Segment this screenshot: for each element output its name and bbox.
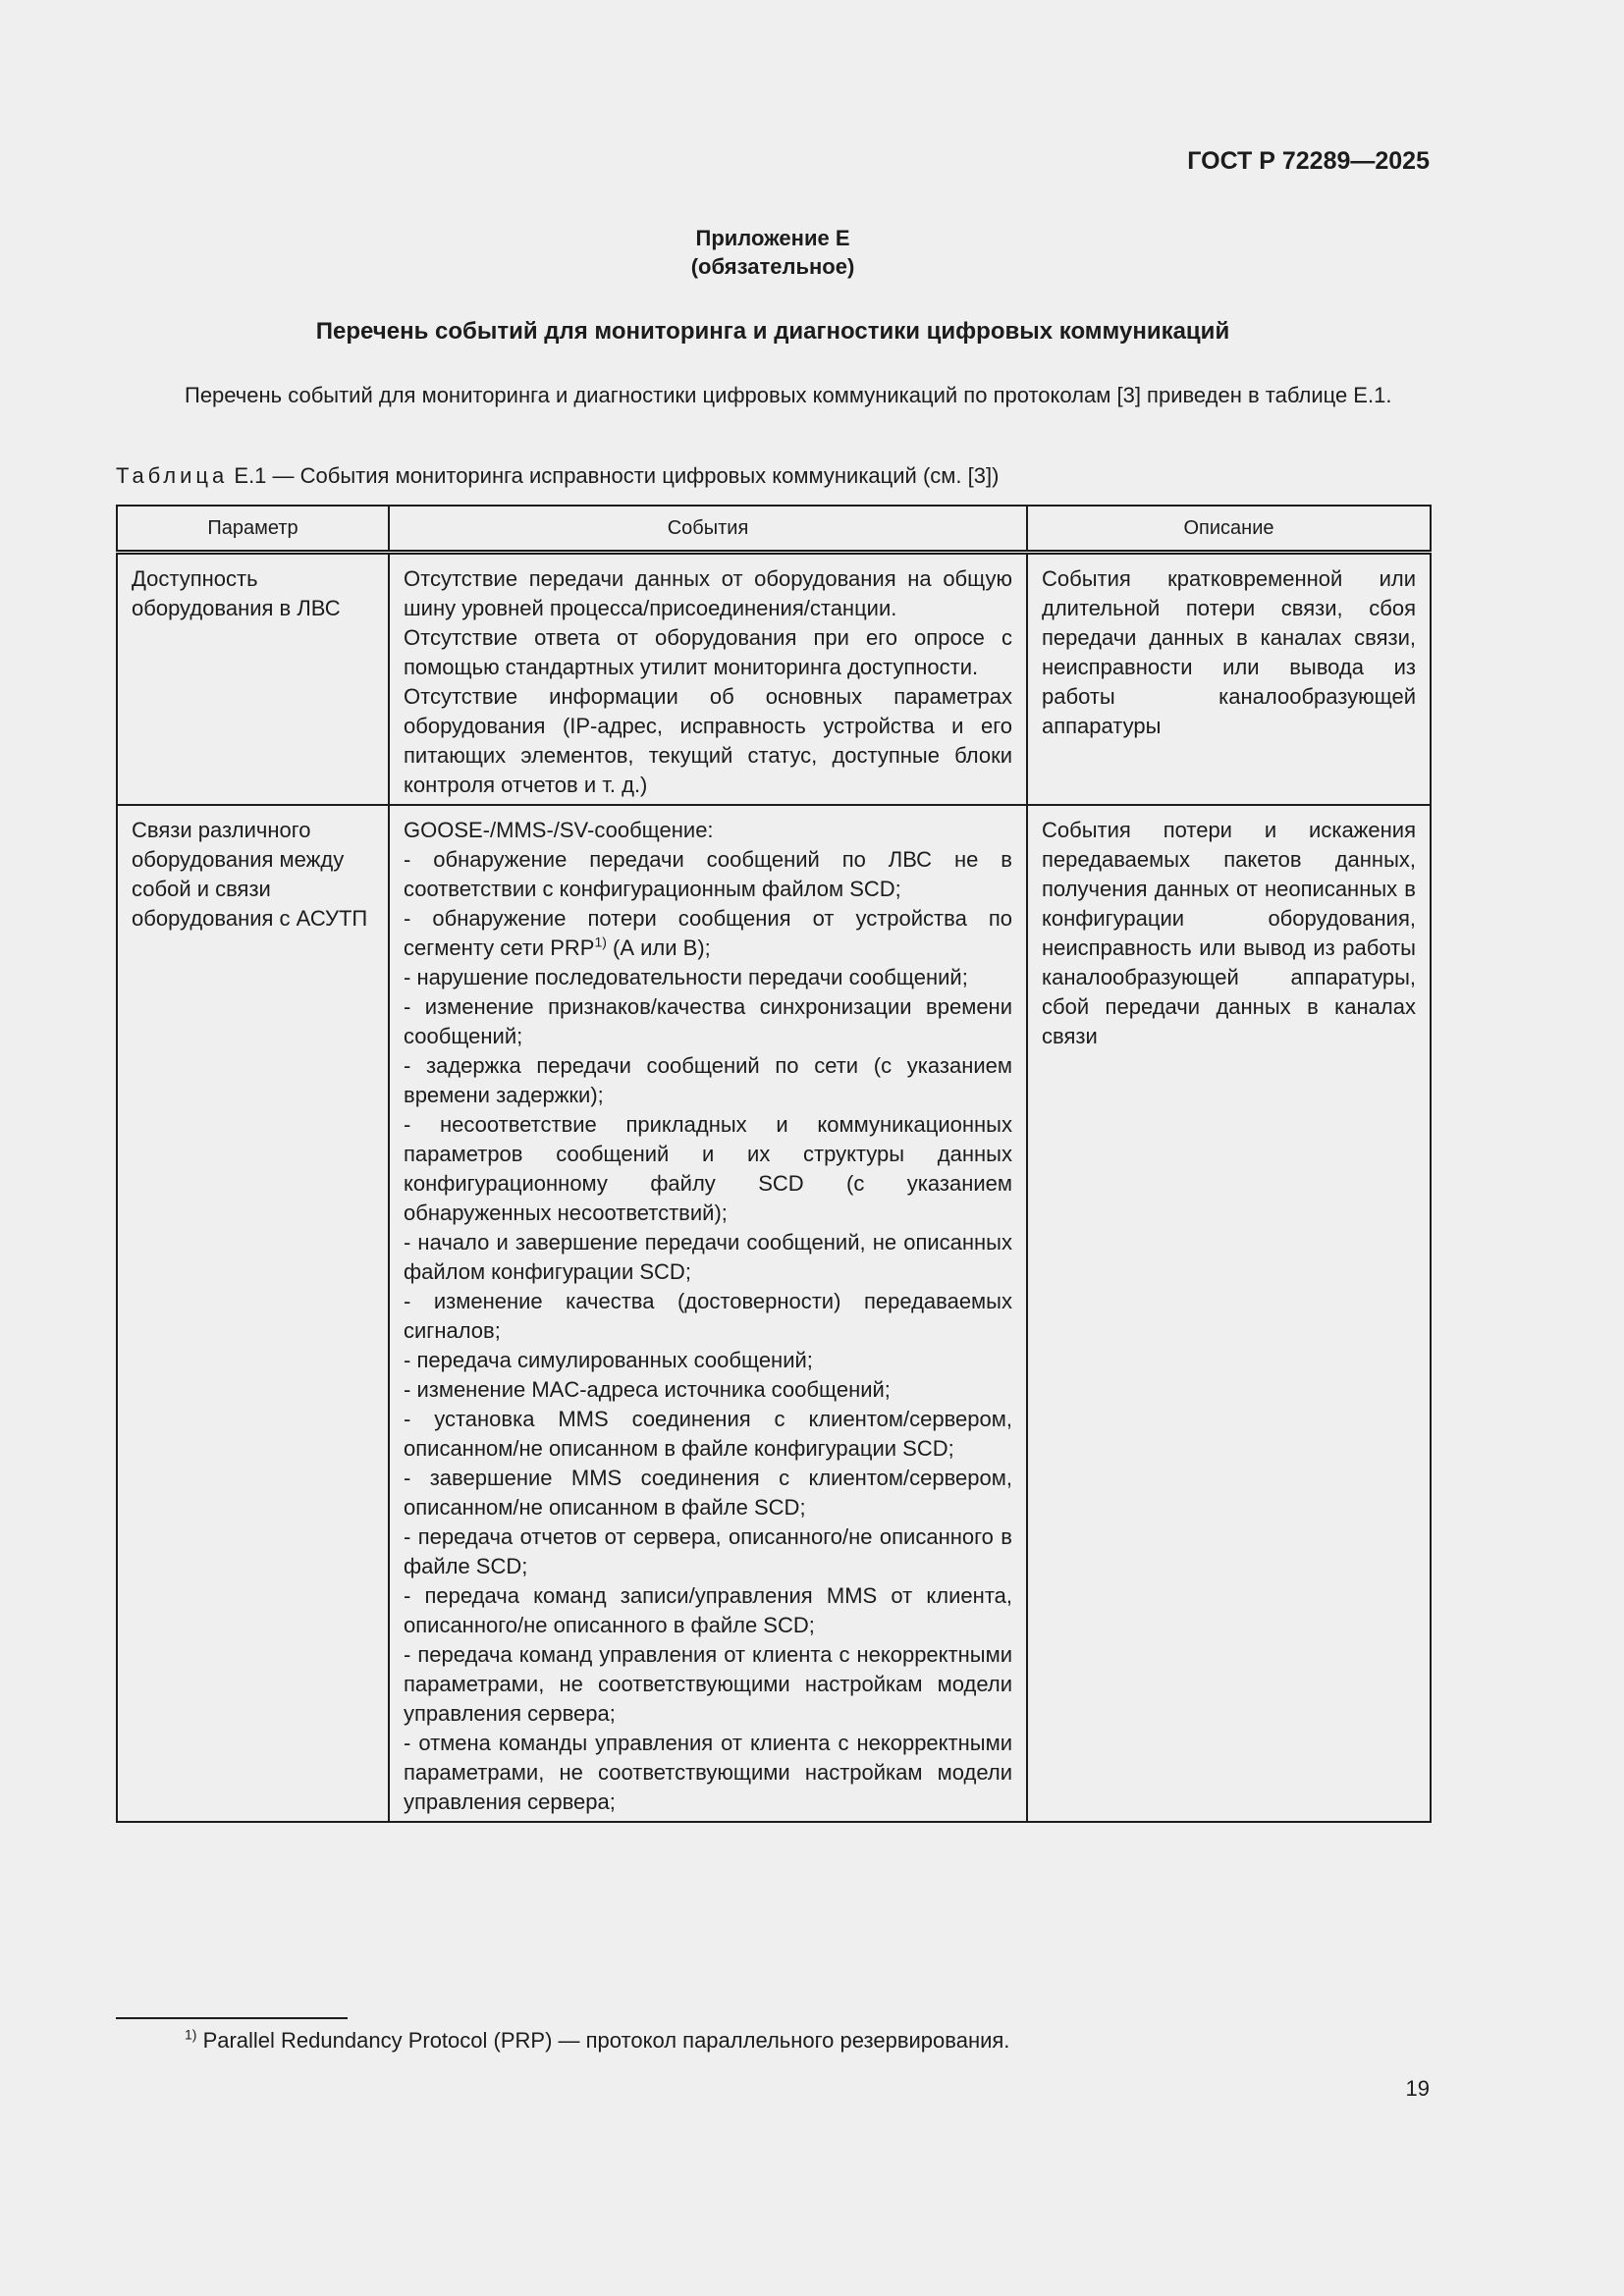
table-row	[117, 553, 1431, 806]
footnote-text: Parallel Redundancy Protocol (PRP) — протокол параллельного резервирования.	[196, 2028, 1010, 2053]
table-header-row	[117, 506, 1431, 553]
event-item: - задержка передачи сообщений по сети (с указанием времени задержки);	[404, 1053, 1012, 1107]
event-item: - нарушение последовательности передачи сообщений;	[404, 965, 968, 989]
event-item: - передача отчетов от сервера, описанного/не описанного в файле SCD;	[404, 1524, 1012, 1578]
event-item: GOOSE-/MMS-/SV-сообщение:	[404, 818, 714, 842]
header-param: Параметр	[117, 506, 389, 553]
desc-cell: События потери и искажения передаваемых пакетов данных, получения данных от неописанных в конфигурации оборудования, неисправность или вывод из работы каналообразующей аппаратуры, сбой передачи данных в каналах связи	[1027, 805, 1431, 1822]
event-item: - изменение качества (достоверности) передаваемых сигналов;	[404, 1289, 1012, 1343]
table-row	[117, 805, 1431, 1822]
annex-heading	[116, 224, 1430, 281]
footnote-ref: 1)	[594, 934, 607, 950]
events-cell	[389, 805, 1027, 1822]
event-item: - изменение MAC-адреса источника сообщений;	[404, 1377, 891, 1402]
table-caption-text: Е.1 — События мониторинга исправности цифровых коммуникаций (см. [3])	[234, 463, 1000, 488]
page-number: 19	[1405, 2076, 1430, 2101]
event-item: - начало и завершение передачи сообщений, не описанных файлом конфигурации SCD;	[404, 1230, 1012, 1284]
header-events: События	[389, 506, 1027, 553]
event-item-prp	[404, 904, 1012, 963]
annex-label: Приложение Е	[695, 226, 850, 250]
header-desc: Описание	[1027, 506, 1431, 553]
event-item: - установка MMS соединения с клиентом/сервером, описанном/не описанном в файле конфигурации SCD;	[404, 1407, 1012, 1461]
event-item: Отсутствие информации об основных параметрах оборудования (IP-адрес, исправность устройства и его питающих элементов, текущий статус, доступные блоки контроля отчетов и т. д.)	[404, 684, 1012, 797]
table-caption	[116, 463, 1430, 489]
event-item: - завершение MMS соединения с клиентом/сервером, описанном/не описанном в файле SCD;	[404, 1466, 1012, 1520]
desc-cell: События кратковременной или длительной потери связи, сбоя передачи данных в каналах связи, неисправности или вывода из работы каналообразующей аппаратуры	[1027, 553, 1431, 806]
footnote-marker: 1)	[185, 2026, 197, 2043]
footnote	[185, 2028, 1009, 2054]
param-cell: Доступность оборудования в ЛВС	[117, 553, 389, 806]
event-item: Отсутствие ответа от оборудования при его опросе с помощью стандартных утилит мониторинга доступности.	[404, 625, 1012, 679]
event-item: Отсутствие передачи данных от оборудования на общую шину уровней процесса/присоединения/станции.	[404, 566, 1012, 620]
event-item: - передача команд записи/управления MMS от клиента, описанного/не описанного в файле SCD;	[404, 1583, 1012, 1637]
document-code: ГОСТ Р 72289—2025	[1187, 147, 1430, 175]
event-item: - несоответствие прикладных и коммуникационных параметров сообщений и их структуры данных конфигурационному файлу SCD (с указанием обнаруженных несоответствий);	[404, 1112, 1012, 1225]
event-item: - передача команд управления от клиента с некорректными параметрами, не соответствующими настройкам модели управления сервера;	[404, 1642, 1012, 1726]
event-prp-text: - обнаружение потери сообщения от устройства по сегменту сети PRP	[404, 906, 1012, 960]
event-item: - изменение признаков/качества синхронизации времени сообщений;	[404, 994, 1012, 1048]
event-item: - отмена команды управления от клиента с некорректными параметрами, не соответствующими настройкам модели управления сервера;	[404, 1731, 1012, 1814]
intro-paragraph: Перечень событий для мониторинга и диагностики цифровых коммуникаций по протоколам [3] приведен в таблице Е.1.	[185, 383, 1392, 407]
event-item: - передача симулированных сообщений;	[404, 1348, 813, 1372]
table-caption-prefix: Таблица	[116, 463, 229, 488]
event-prp-tail: (А или В);	[606, 935, 711, 960]
footnote-divider	[116, 2017, 348, 2019]
event-item: - обнаружение передачи сообщений по ЛВС не в соответствии с конфигурационным файлом SCD;	[404, 847, 1012, 901]
events-table	[116, 505, 1432, 1823]
annex-status: (обязательное)	[690, 254, 855, 279]
annex-title: Перечень событий для мониторинга и диагностики цифровых коммуникаций	[315, 318, 1230, 345]
events-cell	[389, 553, 1027, 806]
param-cell: Связи различного оборудования между собой и связи оборудования с АСУТП	[117, 805, 389, 1822]
